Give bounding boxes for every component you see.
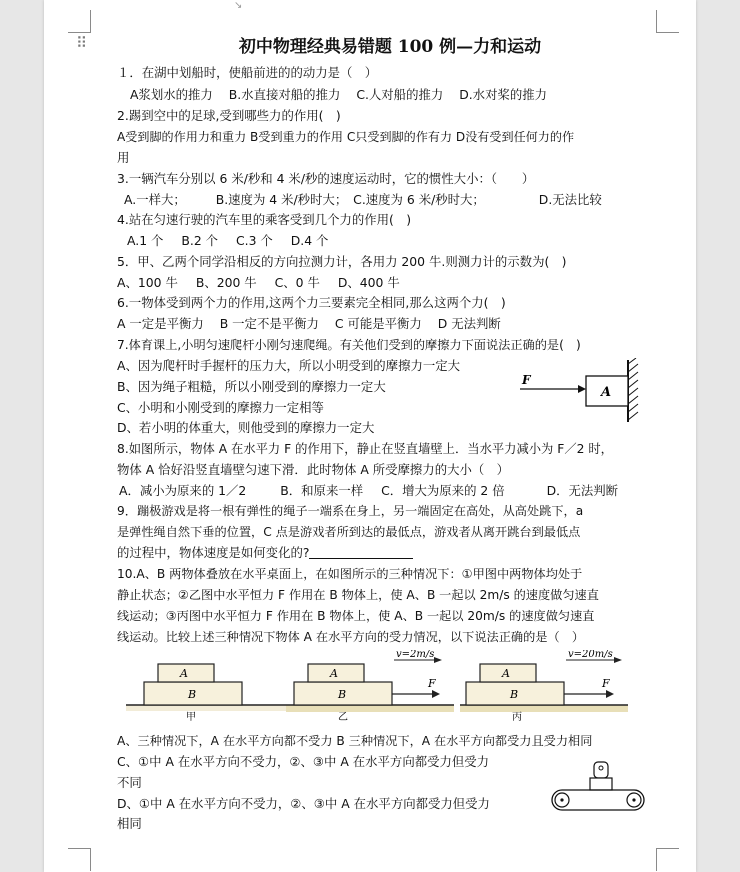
q1-option-c[interactable]: C.人对船的推力: [356, 87, 444, 102]
force-label: F: [428, 677, 436, 690]
q7-option-b[interactable]: B、因为绳子粗糙，所以小刚受到的摩擦力一定大: [117, 379, 386, 394]
crop-mark-bottom-left: [68, 848, 91, 871]
q3-option-b[interactable]: B.速度为 4 米/秒时大；: [215, 192, 348, 207]
force-label: F: [522, 373, 531, 387]
q9-line2: 是弹性绳自然下垂的位置，C 点是游戏者所到达的最低点，游戏者从离开跳台到最低点: [117, 525, 581, 539]
q7-option-d[interactable]: D、若小明的体重大，则他受到的摩擦力一定大: [117, 420, 375, 435]
q4-option-c[interactable]: C.3 个: [235, 233, 273, 248]
q1-option-d[interactable]: D.水对桨的推力: [459, 87, 548, 102]
crop-mark-top-right: [656, 10, 679, 33]
q7-option-a[interactable]: A、因为爬杆时手握杆的压力大，所以小明受到的摩擦力一定大: [117, 358, 461, 373]
force-label: F: [602, 677, 610, 690]
q7-stem: 7.体育课上,小明匀速爬杆小刚匀速爬绳。有关他们受到的摩擦力下面说法正确的是( ): [117, 338, 581, 352]
q1-options: [130, 86, 547, 104]
q3-option-c[interactable]: C.速度为 6 米/秒时大；: [353, 192, 485, 207]
q4-stem: 4.站在匀速行驶的汽车里的乘客受到几个力的作用( ): [117, 212, 412, 227]
q1-stem: １．在湖中划船时，使船前进的的动力是（ ）: [117, 65, 378, 80]
panel-bing: [460, 650, 628, 722]
q3-option-a[interactable]: A.一样大；: [124, 192, 186, 207]
conveyor-belt-figure: [548, 758, 648, 820]
stacked-blocks-figure: [116, 650, 656, 722]
velocity-label: v=2m/s: [396, 650, 435, 660]
crop-mark-top-left: [68, 10, 91, 33]
q5-stem: 5．甲、乙两个同学沿相反的方向拉测力计，各用力 200 牛.则测力计的示数为( ): [117, 254, 567, 269]
block-b-label: B: [188, 688, 197, 701]
q4-option-b[interactable]: B.2 个: [181, 233, 219, 248]
q4-option-a[interactable]: A.1 个: [127, 233, 164, 248]
q10-option-d-line2[interactable]: 相同: [117, 816, 142, 831]
q4-option-d[interactable]: D.4 个: [290, 233, 329, 248]
caption-bing: 丙: [512, 712, 522, 722]
q10-option-ab[interactable]: A、三种情况下，A 在水平方向都不受力 B 三种情况下，A 在水平方向都受力且受力相同: [117, 734, 593, 748]
block-a-label: A: [502, 667, 510, 680]
block-a-label: A: [601, 385, 612, 400]
panel-yi: [286, 650, 454, 722]
q6-stem: 6.一物体受到两个力的作用,这两个力三要素完全相同,那么这两个力( ): [117, 295, 506, 310]
q6-option-d[interactable]: D 无法判断: [437, 316, 501, 331]
q2-options-line2: 用: [117, 150, 130, 165]
q1-option-a[interactable]: A浆划水的推力: [130, 87, 213, 102]
caption-yi: 乙: [338, 712, 348, 722]
q5-option-a[interactable]: A、100 牛: [117, 275, 178, 290]
crop-mark-bottom-right: [656, 848, 679, 871]
q2-stem: 2.踢到空中的足球,受到哪些力的作用( ): [117, 108, 341, 123]
q5-option-d[interactable]: D、400 牛: [337, 275, 400, 290]
q5-option-b[interactable]: B、200 牛: [195, 275, 257, 290]
q1-option-b[interactable]: B.水直接对船的推力: [228, 87, 341, 102]
q8-stem-line2: 物体 A 恰好沿竖直墙壁匀速下滑．此时物体 A 所受摩擦力的大小（ ）: [117, 462, 510, 477]
q10-option-c-line2[interactable]: 不同: [117, 775, 142, 790]
force-arrow-head: [578, 385, 586, 393]
q8-stem-line1: 8.如图所示，物体 A 在水平力 F 的作用下，静止在竖直墙壁上．当水平力减小为 F／2 时，: [117, 442, 613, 456]
q5-options: [117, 274, 400, 292]
q10-line4: 线运动。比较上述三种情况下物体 A 在水平方向的受力情况，以下说法正确的是（ ）: [117, 630, 585, 644]
q3-options: [124, 191, 602, 209]
q10-option-c-line1[interactable]: C、①中 A 在水平方向不受力，②、③中 A 在水平方向都受力但受力: [117, 754, 490, 769]
q6-option-a[interactable]: A 一定是平衡力: [117, 316, 204, 331]
page-title: 初中物理经典易错题 100 例—力和运动: [238, 37, 542, 57]
block-b-label: B: [338, 688, 347, 701]
q2-options-line1: A受到脚的作用力和重力 B受到重力的作用 C只受到脚的作有力 D没有受到任何力的作: [117, 130, 575, 144]
table-surface: [286, 705, 454, 712]
q8-option-d[interactable]: D．无法判断: [546, 483, 619, 498]
q8-option-a[interactable]: A．减小为原来的 1／2: [119, 483, 247, 498]
q10-line3: 线运动；③丙图中水平恒力 F 作用在 B 物体上，使 A、B 一起以 20m/s 的速度做匀速直: [117, 609, 595, 623]
q6-options: [117, 315, 501, 333]
corner-mark-icon: ↘: [234, 0, 243, 11]
table-surface: [126, 705, 286, 711]
panel-jia: [126, 664, 286, 722]
block-a-label: A: [180, 667, 188, 680]
wall-hatching: [628, 358, 638, 420]
q10-option-d-line1[interactable]: D、①中 A 在水平方向不受力，②、③中 A 在水平方向都受力但受力: [117, 796, 490, 811]
q6-option-b[interactable]: B 一定不是平衡力: [219, 316, 319, 331]
velocity-label: v=20m/s: [568, 650, 613, 660]
table-surface: [460, 705, 628, 712]
q8-option-b[interactable]: B．和原来一样: [280, 483, 364, 498]
q8-option-c[interactable]: C．增大为原来的 2 倍: [381, 483, 505, 498]
caption-jia: 甲: [186, 712, 196, 722]
wall-block-figure: [516, 358, 646, 424]
q5-option-c[interactable]: C、0 牛: [274, 275, 320, 290]
block-a-label: A: [330, 667, 338, 680]
q6-option-c[interactable]: C 可能是平衡力: [334, 316, 422, 331]
q9-answer-blank[interactable]: [309, 546, 413, 559]
q8-options: [119, 482, 618, 500]
q10-line1: 10.A、B 两物体叠放在水平桌面上，在如图所示的三种情况下：①甲图中两物体均处于: [117, 567, 583, 581]
q10-line2: 静止状态；②乙图中水平恒力 F 作用在 B 物体上，使 A、B 一起以 2m/s 的速度做匀速直: [117, 588, 599, 602]
q9-line3-text: 的过程中，物体速度是如何变化的?: [117, 545, 310, 560]
q3-stem: 3.一辆汽车分别以 6 米/秒和 4 米/秒的速度运动时，它的惯性大小：（ ）: [117, 171, 535, 186]
belt: [552, 790, 644, 810]
q9-line1: 9．蹦极游戏是将一根有弹性的绳子一端系在身上，另一端固定在高处，从高处跳下，a: [117, 504, 584, 518]
drag-handle-icon[interactable]: ⠿: [76, 34, 85, 52]
q9-line3: [117, 544, 413, 562]
q3-option-d[interactable]: D.无法比较: [538, 192, 602, 207]
q7-option-c[interactable]: C、小明和小刚受到的摩擦力一定相等: [117, 400, 324, 415]
block-b-label: B: [510, 688, 519, 701]
q4-options: [127, 232, 328, 250]
